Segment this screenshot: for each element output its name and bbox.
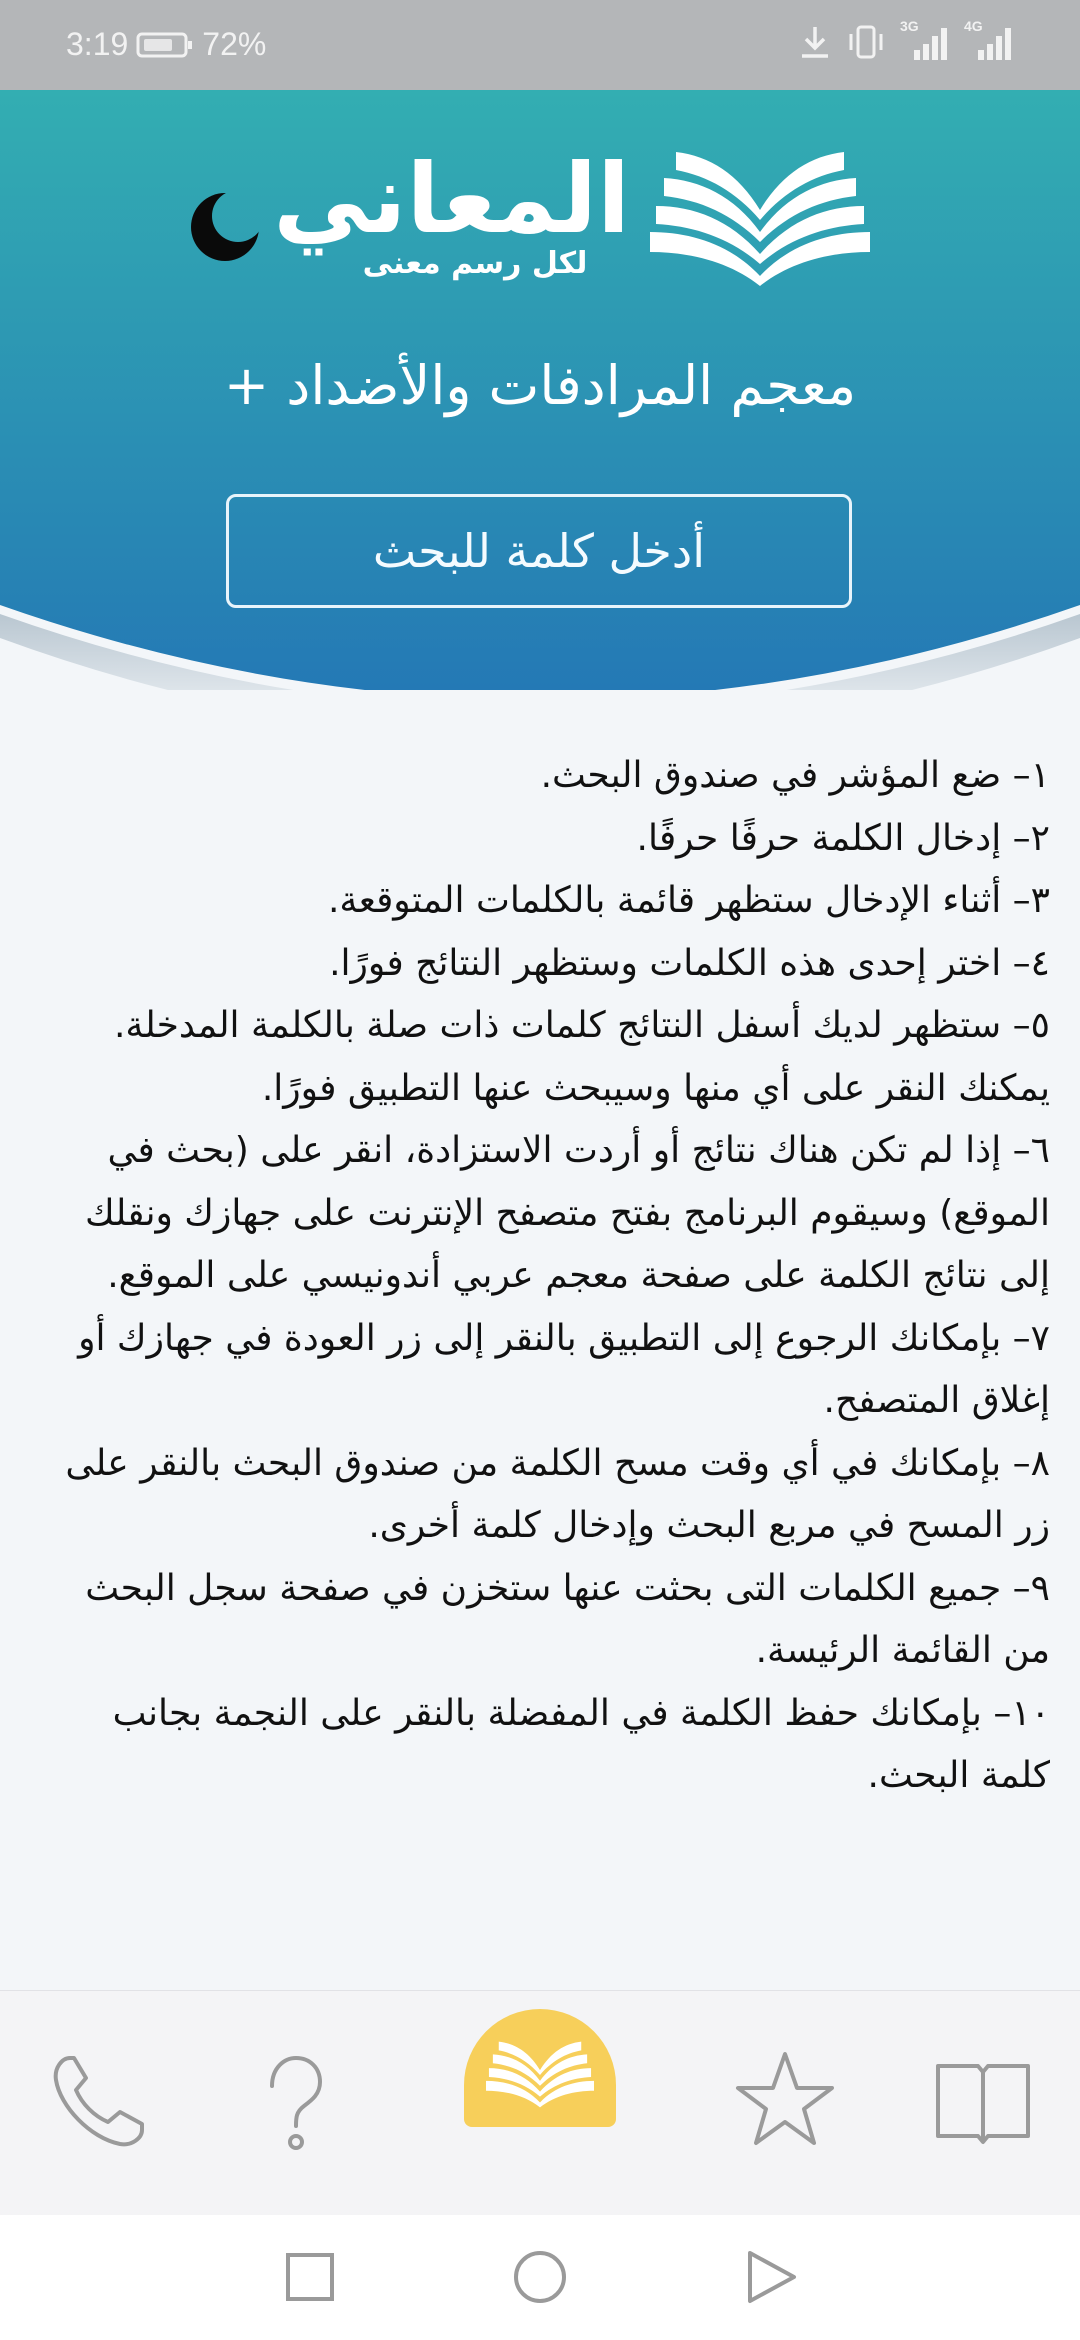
instruction-item: ٧– بإمكانك الرجوع إلى التطبيق بالنقر إلى زر العودة في جهازك أو إغلاق المتصفح. xyxy=(78,1317,1050,1421)
instruction-item: ٤– اختر إحدى هذه الكلمات وستظهر النتائج فورًا. xyxy=(329,942,1050,984)
dark-mode-moon-icon[interactable] xyxy=(188,190,262,264)
instructions-list xyxy=(40,745,1050,1985)
network-3g-label: 3G xyxy=(900,18,919,34)
signal-4g xyxy=(964,18,1014,62)
search-placeholder: أدخل كلمة للبحث xyxy=(372,524,706,578)
status-bar xyxy=(0,0,1080,90)
signal-icon xyxy=(900,22,950,62)
search-input[interactable] xyxy=(226,494,852,608)
instruction-item: ٢– إدخال الكلمة حرفًا حرفًا. xyxy=(636,817,1050,859)
recent-apps-square-icon[interactable] xyxy=(278,2245,342,2309)
instruction-item: ٦– إذا لم تكن هناك نتائج أو أردت الاستزادة، انقر على (بحث في الموقع) وسيقوم البرنامج بفتح متصفح الإنترنت على جهازك ونقلك إلى نتائج الكلمة على صفحة معجم عربي أندونيسي على الموقع. xyxy=(84,1130,1050,1296)
logo-text: المعاني xyxy=(273,143,630,255)
instruction-item: ١٠– بإمكانك حفظ الكلمة في المفضلة بالنقر على النجمة بجانب كلمة البحث. xyxy=(112,1692,1050,1796)
open-book-home-icon xyxy=(486,2039,594,2109)
instruction-item: ٩– جميع الكلمات التى بحثت عنها ستخزن في صفحة سجل البحث من القائمة الرئيسة. xyxy=(85,1567,1050,1671)
instruction-item: ٨– بإمكانك في أي وقت مسح الكلمة من صندوق البحث بالنقر على زر المسح في مربع البحث وإدخال كلمة أخرى. xyxy=(65,1442,1050,1546)
status-right xyxy=(798,18,1014,62)
page-title: معجم المرادفات والأضداد + xyxy=(223,354,857,417)
status-time: 3:19 xyxy=(66,26,129,62)
battery-percent: 72% xyxy=(202,26,267,62)
system-nav-bar xyxy=(0,2215,1080,2340)
vibrate-icon xyxy=(846,24,886,60)
open-book-logo-icon xyxy=(650,148,870,288)
home-button[interactable] xyxy=(464,2009,616,2127)
instruction-item: ٣– أثناء الإدخال ستظهر قائمة بالكلمات المتوقعة. xyxy=(327,880,1050,921)
help-icon[interactable] xyxy=(238,2046,348,2156)
battery-saver-icon xyxy=(136,30,194,60)
back-triangle-icon[interactable] xyxy=(738,2245,802,2309)
signal-3g xyxy=(900,18,950,62)
bottom-nav xyxy=(0,1990,1080,2216)
status-left xyxy=(66,26,266,63)
phone-icon[interactable] xyxy=(44,2046,154,2156)
logo-tagline: لكل رسم معنى xyxy=(362,246,588,281)
signal-icon xyxy=(964,22,1014,62)
instruction-item: ١– ضع المؤشر في صندوق البحث. xyxy=(540,755,1050,796)
instruction-item: ٥– ستظهر لديك أسفل النتائج كلمات ذات صلة بالكلمة المدخلة. يمكنك النقر على أي منها وسيبحث عنها التطبيق فورًا. xyxy=(113,1005,1050,1109)
home-circle-icon[interactable] xyxy=(508,2245,572,2309)
network-4g-label: 4G xyxy=(964,18,983,34)
download-icon xyxy=(798,24,832,60)
app-logo xyxy=(273,143,880,314)
book-icon[interactable] xyxy=(928,2046,1038,2156)
star-icon[interactable] xyxy=(730,2046,840,2156)
